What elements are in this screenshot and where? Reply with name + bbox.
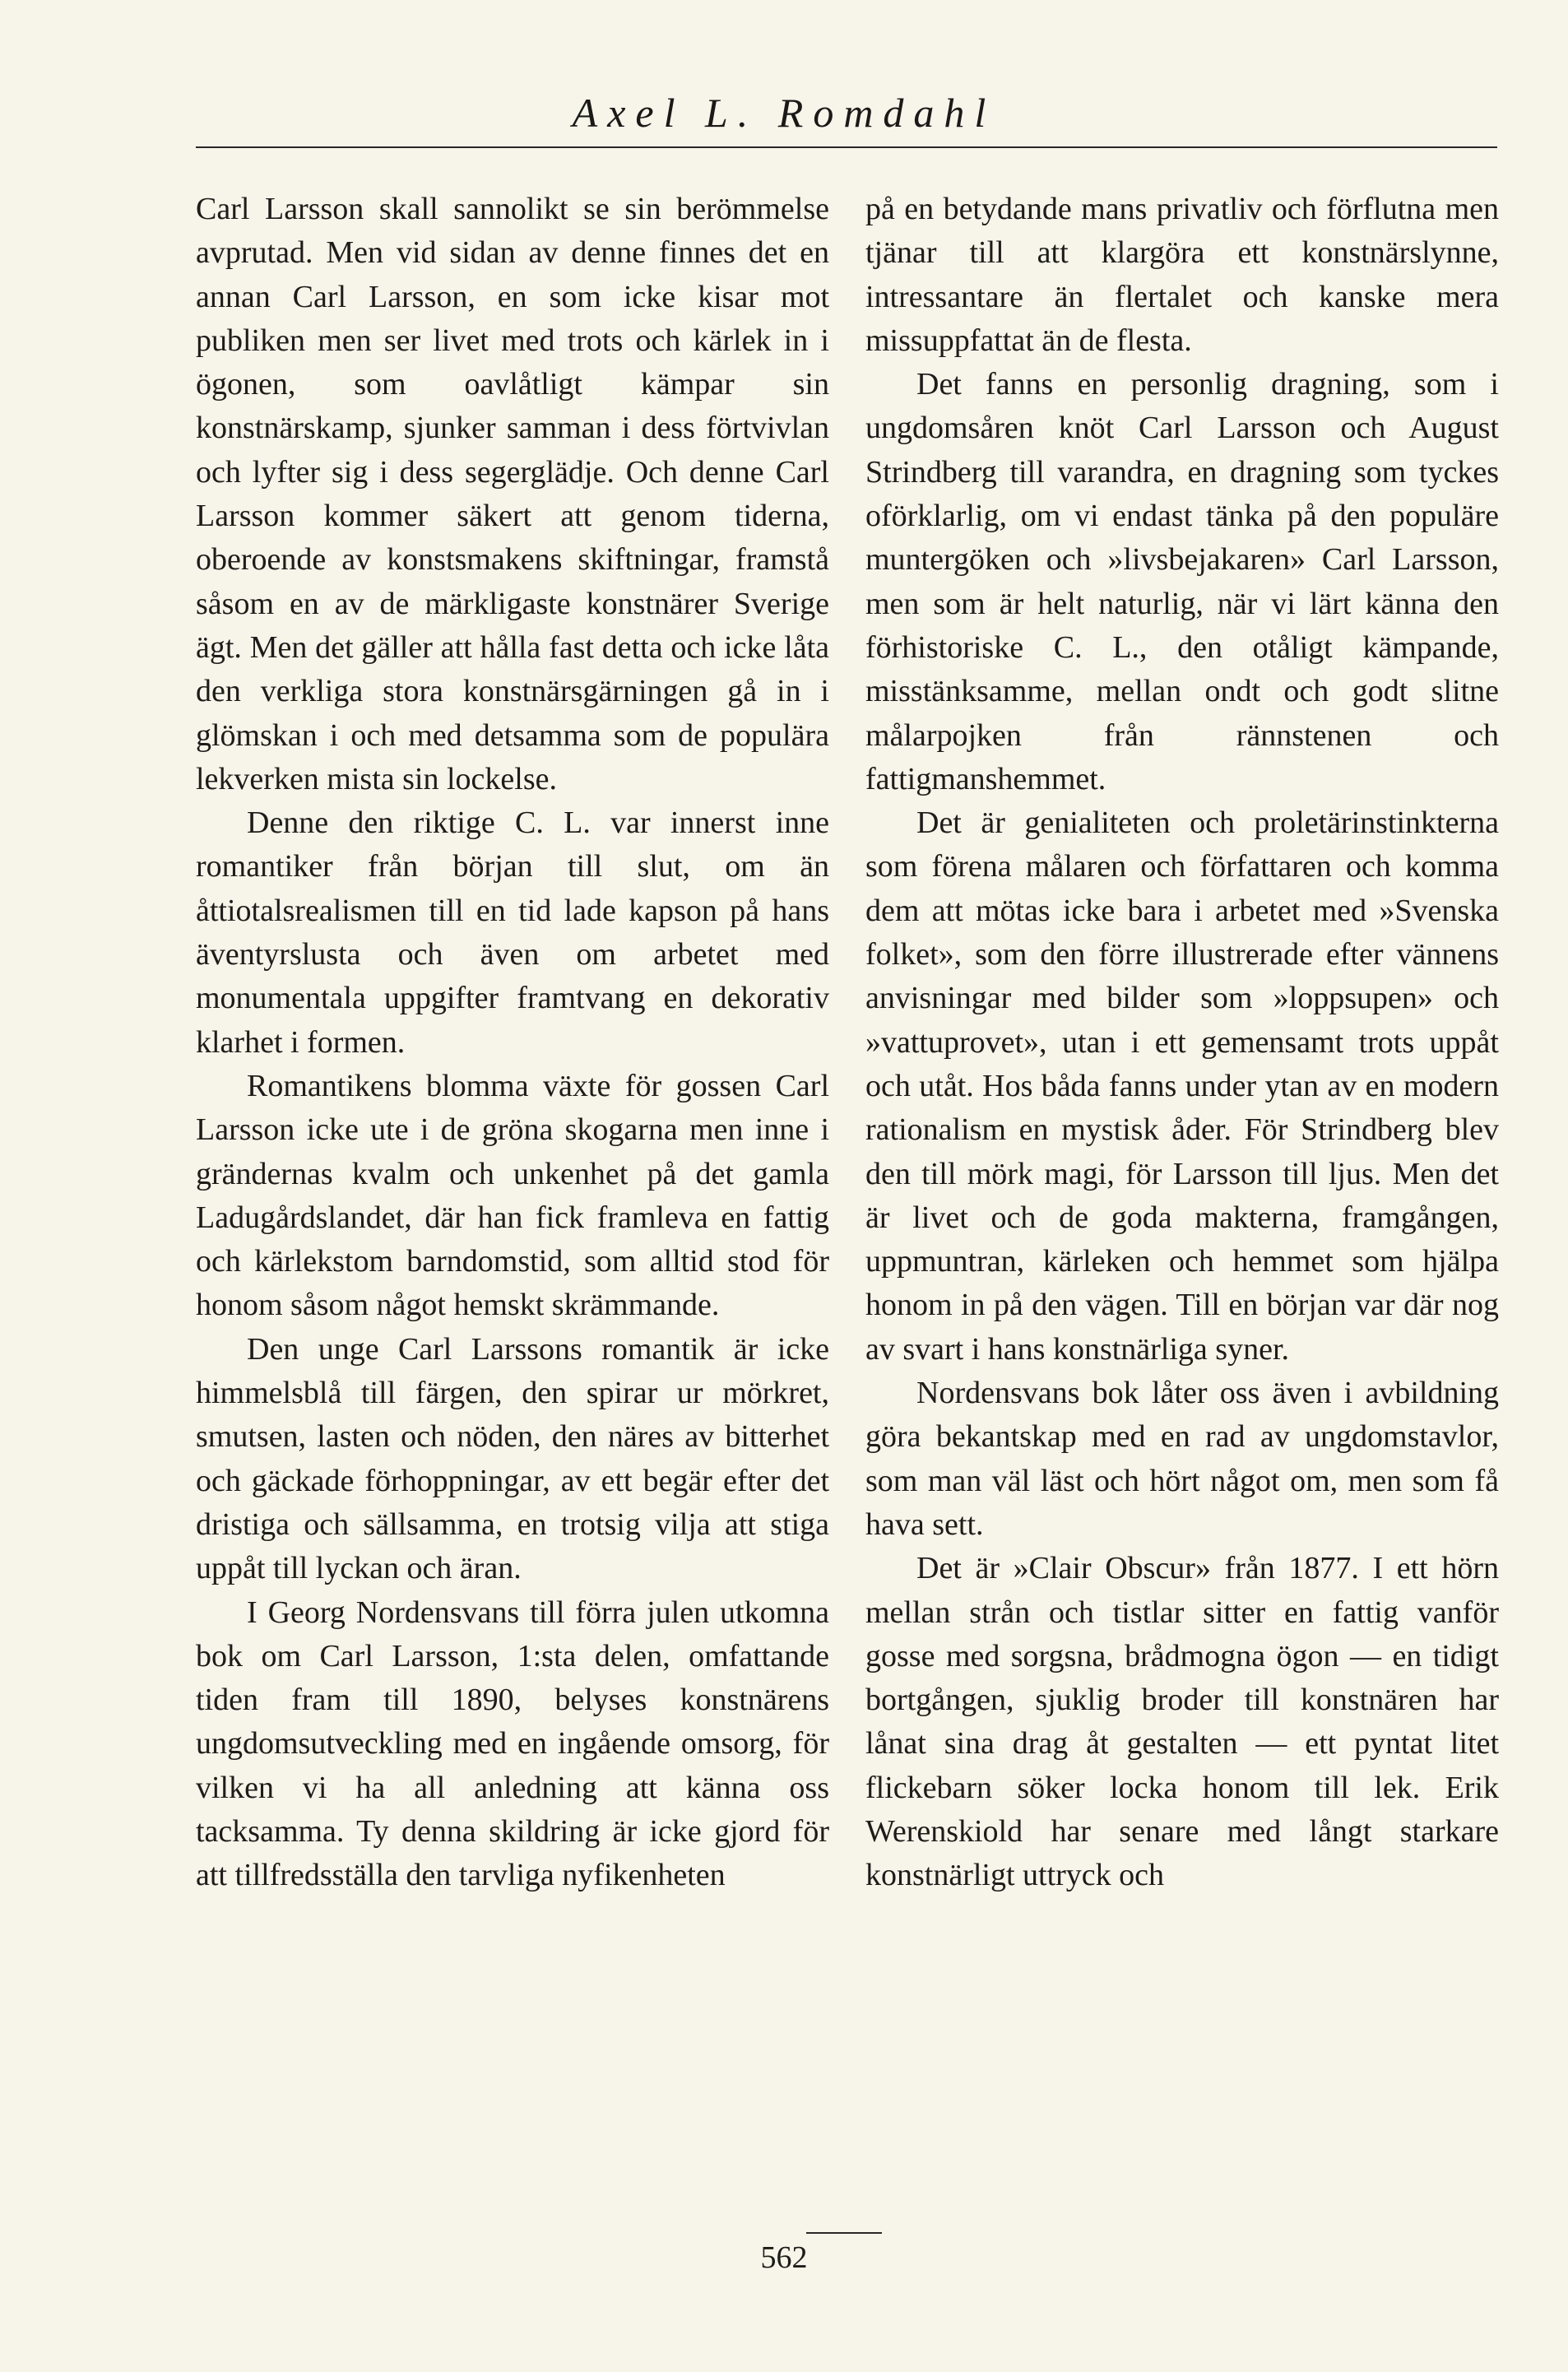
paragraph: Det är »Clair Obscur» från 1877. I ett hörn mellan strån och tistlar sitter en fattig vanför gosse med sorgsna, brådmogna ögon — en tidigt bortgången, sjuklig broder till konstnären har lånat sina drag åt gestalten — ett pyntat litet flickebarn söker locka honom till lek. Erik Werenskiold har senare med långt starkare konstnärligt uttryck och <box>865 1551 1499 1893</box>
paragraph: I Georg Nordensvans till förra julen utkomna bok om Carl Larsson, 1:sta delen, omfattande tiden fram till 1890, belyses konstnärens ungdomsutveckling med en ingående omsorg, för vilken vi ha all anledning att känna oss tacksamma. Ty denna skildring är icke gjord för att tillfredsställa den tarvliga nyfikenheten <box>196 1594 829 1893</box>
left-column <box>196 188 829 1898</box>
page-number: 562 <box>760 2240 808 2275</box>
paragraph: Romantikens blomma växte för gossen Carl Larsson icke ute i de gröna skogarna men inne i grändernas kvalm och unkenhet på det gamla Ladugårdslandet, där han fick framleva en fattig och kärlekstom barndomstid, som alltid stod för honom såsom något hemskt skrämmande. <box>196 1068 829 1323</box>
header-rule <box>196 146 1497 148</box>
paragraph: Carl Larsson skall sannolikt se sin berömmelse avprutad. Men vid sidan av denne finnes det en annan Carl Larsson, en som icke kisar mot publiken men ser livet med trots och kärlek in i ögonen, som oavlåtligt kämpar sin konstnärskamp, sjunker samman i dess förtvivlan och lyfter sig i dess segerglädje. Och denne Carl Larsson kommer säkert att genom tiderna, oberoende av konstsmakens skiftningar, framstå såsom en av de märkligaste konstnärer Sverige ägt. Men det gäller att hålla fast detta och icke låta den verkliga stora konstnärsgärningen gå in i glömskan i och med detsamma som de populära lekverken mista sin lockelse. <box>196 192 829 796</box>
right-column <box>865 188 1499 1898</box>
page-number-rule <box>806 2232 882 2234</box>
paragraph: Det fanns en personlig dragning, som i ungdomsåren knöt Carl Larsson och August Strindberg till varandra, en dragning som tyckes oförklarlig, om vi endast tänka på den populäre muntergöken och »livsbejakaren» Carl Larsson, men som är helt naturlig, när vi lärt känna den förhistoriske C. L., den otåligt kämpande, misstänksamme, mellan ondt och godt slitne målarpojken från rännstenen och fattigmanshemmet. <box>865 367 1499 796</box>
paragraph: Nordensvans bok låter oss även i avbildning göra bekantskap med en rad av ungdomstavlor, som man väl läst och hört något om, men som få hava sett. <box>865 1376 1499 1542</box>
paragraph: Denne den riktige C. L. var innerst inne romantiker från början till slut, om än åttiotalsrealismen till en tid lade kapson på hans äventyrslusta och även om arbetet med monumentala uppgifter framtvang en dekorativ klarhet i formen. <box>196 805 829 1060</box>
paragraph: Det är genialiteten och proletärinstinkterna som förena målaren och författaren och komma dem att mötas icke bara i arbetet med »Svenska folket», som den förre illustrerade efter vännens anvisningar med bilder som »loppsupen» och »vattuprovet», utan i ett gemensamt trots uppåt och utåt. Hos båda fanns under ytan av en modern rationalism en mystisk åder. För Strindberg blev den till mörk magi, för Larsson till ljus. Men det är livet och de goda makterna, framgången, uppmuntran, kärleken och hemmet som hjälpa honom in på den vägen. Till en början var där nog av svart i hans konstnärliga syner. <box>865 805 1499 1367</box>
paragraph: Den unge Carl Larssons romantik är icke himmelsblå till färgen, den spirar ur mörkret, smutsen, lasten och nöden, den näres av bitterhet och gäckade förhoppningar, av ett begär efter det dristiga och sällsamma, en trotsig vilja att stiga uppåt till lyckan och äran. <box>196 1331 829 1586</box>
paragraph: på en betydande mans privatliv och förflutna men tjänar till att klargöra ett konstnärslynne, intressantare än flertalet och kanske mera missuppfattat än de flesta. <box>865 192 1499 358</box>
running-header-author: Axel L. Romdahl <box>572 90 996 136</box>
